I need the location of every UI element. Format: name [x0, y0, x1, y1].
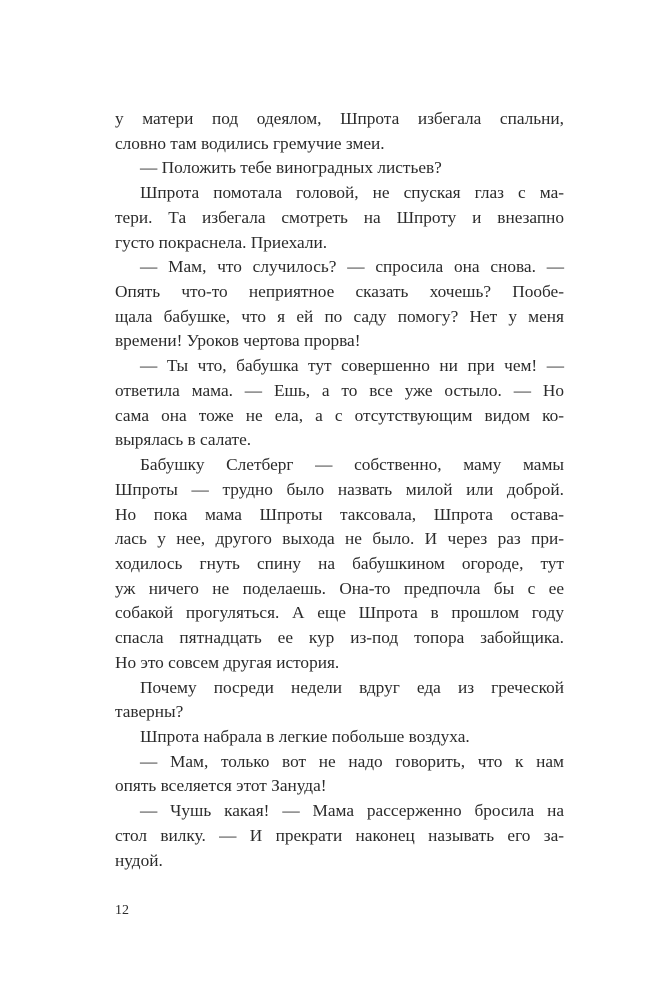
- text-line: Бабушку Слетберг — собственно, маму мамы: [140, 455, 564, 475]
- paragraph: [115, 181, 564, 255]
- text-line: у матери под одеялом, Шпрота избегала спальни,: [115, 109, 564, 128]
- text-line: — Положить тебе виноградных листьев?: [140, 158, 442, 178]
- text-line: ответила мама. — Ешь, а то все уже остыло. — Но: [115, 380, 564, 400]
- text-line: таверны?: [115, 702, 184, 722]
- paragraph: [115, 750, 564, 799]
- text-line: Почему посреди недели вдруг еда из греческой: [140, 677, 564, 697]
- text-line: опять вселяется этот Зануда!: [115, 776, 327, 796]
- paragraph: [115, 107, 564, 156]
- text-line: — Мам, что случилось? — спросила она снова. —: [140, 257, 564, 277]
- text-line: вырялась в салате.: [115, 430, 252, 450]
- text-line: — Чушь какая! — Мама рассерженно бросила на: [140, 801, 564, 821]
- paragraph: [115, 799, 564, 873]
- text-line: ходилось гнуть спину на бабушкином огороде, тут: [115, 553, 564, 573]
- text-line: сама она тоже не ела, а с отсутствующим видом ко-: [115, 405, 564, 425]
- text-line: щала бабушке, что я ей по саду помогу? Нет у меня: [115, 306, 564, 326]
- text-line: — Ты что, бабушка тут совершенно ни при чем! —: [140, 356, 564, 376]
- paragraph: [115, 725, 564, 750]
- text-line: Опять что-то неприятное сказать хочешь? Пообе-: [115, 282, 564, 302]
- text-line: лась у нее, другого выхода не было. И через раз при-: [115, 529, 564, 549]
- text-line: собакой прогуляться. А еще Шпрота в прошлом году: [115, 603, 564, 623]
- paragraph: [115, 676, 564, 725]
- text-line: времени! Уроков чертова прорва!: [115, 331, 361, 351]
- paragraph: [115, 453, 564, 675]
- book-page-text: [115, 107, 564, 873]
- text-line: Шпрота набрала в легкие побольше воздуха.: [140, 726, 470, 746]
- text-line: густо покраснела. Приехали.: [115, 232, 328, 252]
- text-line: Шпрота помотала головой, не спуская глаз с ма-: [140, 183, 564, 203]
- text-line: — Мам, только вот не надо говорить, что к нам: [140, 751, 564, 771]
- text-line: Но это совсем другая история.: [115, 652, 340, 672]
- text-line: уж ничего не поделаешь. Она-то предпочла бы с ее: [115, 578, 564, 598]
- text-line: словно там водились гремучие змеи.: [115, 133, 385, 153]
- paragraph: [115, 255, 564, 354]
- paragraph: [115, 156, 564, 181]
- text-line: Шпроты — трудно было назвать милой или доброй.: [115, 479, 564, 499]
- text-line: тери. Та избегала смотреть на Шпроту и внезапно: [115, 207, 564, 227]
- text-line: нудой.: [115, 850, 163, 870]
- text-line: Но пока мама Шпроты таксовала, Шпрота остава-: [115, 504, 564, 524]
- text-line: спасла пятнадцать ее кур из-под топора забойщика.: [115, 628, 564, 648]
- page-number: 12: [115, 903, 129, 918]
- text-line: стол вилку. — И прекрати наконец называть его за-: [115, 825, 564, 845]
- paragraph: [115, 354, 564, 453]
